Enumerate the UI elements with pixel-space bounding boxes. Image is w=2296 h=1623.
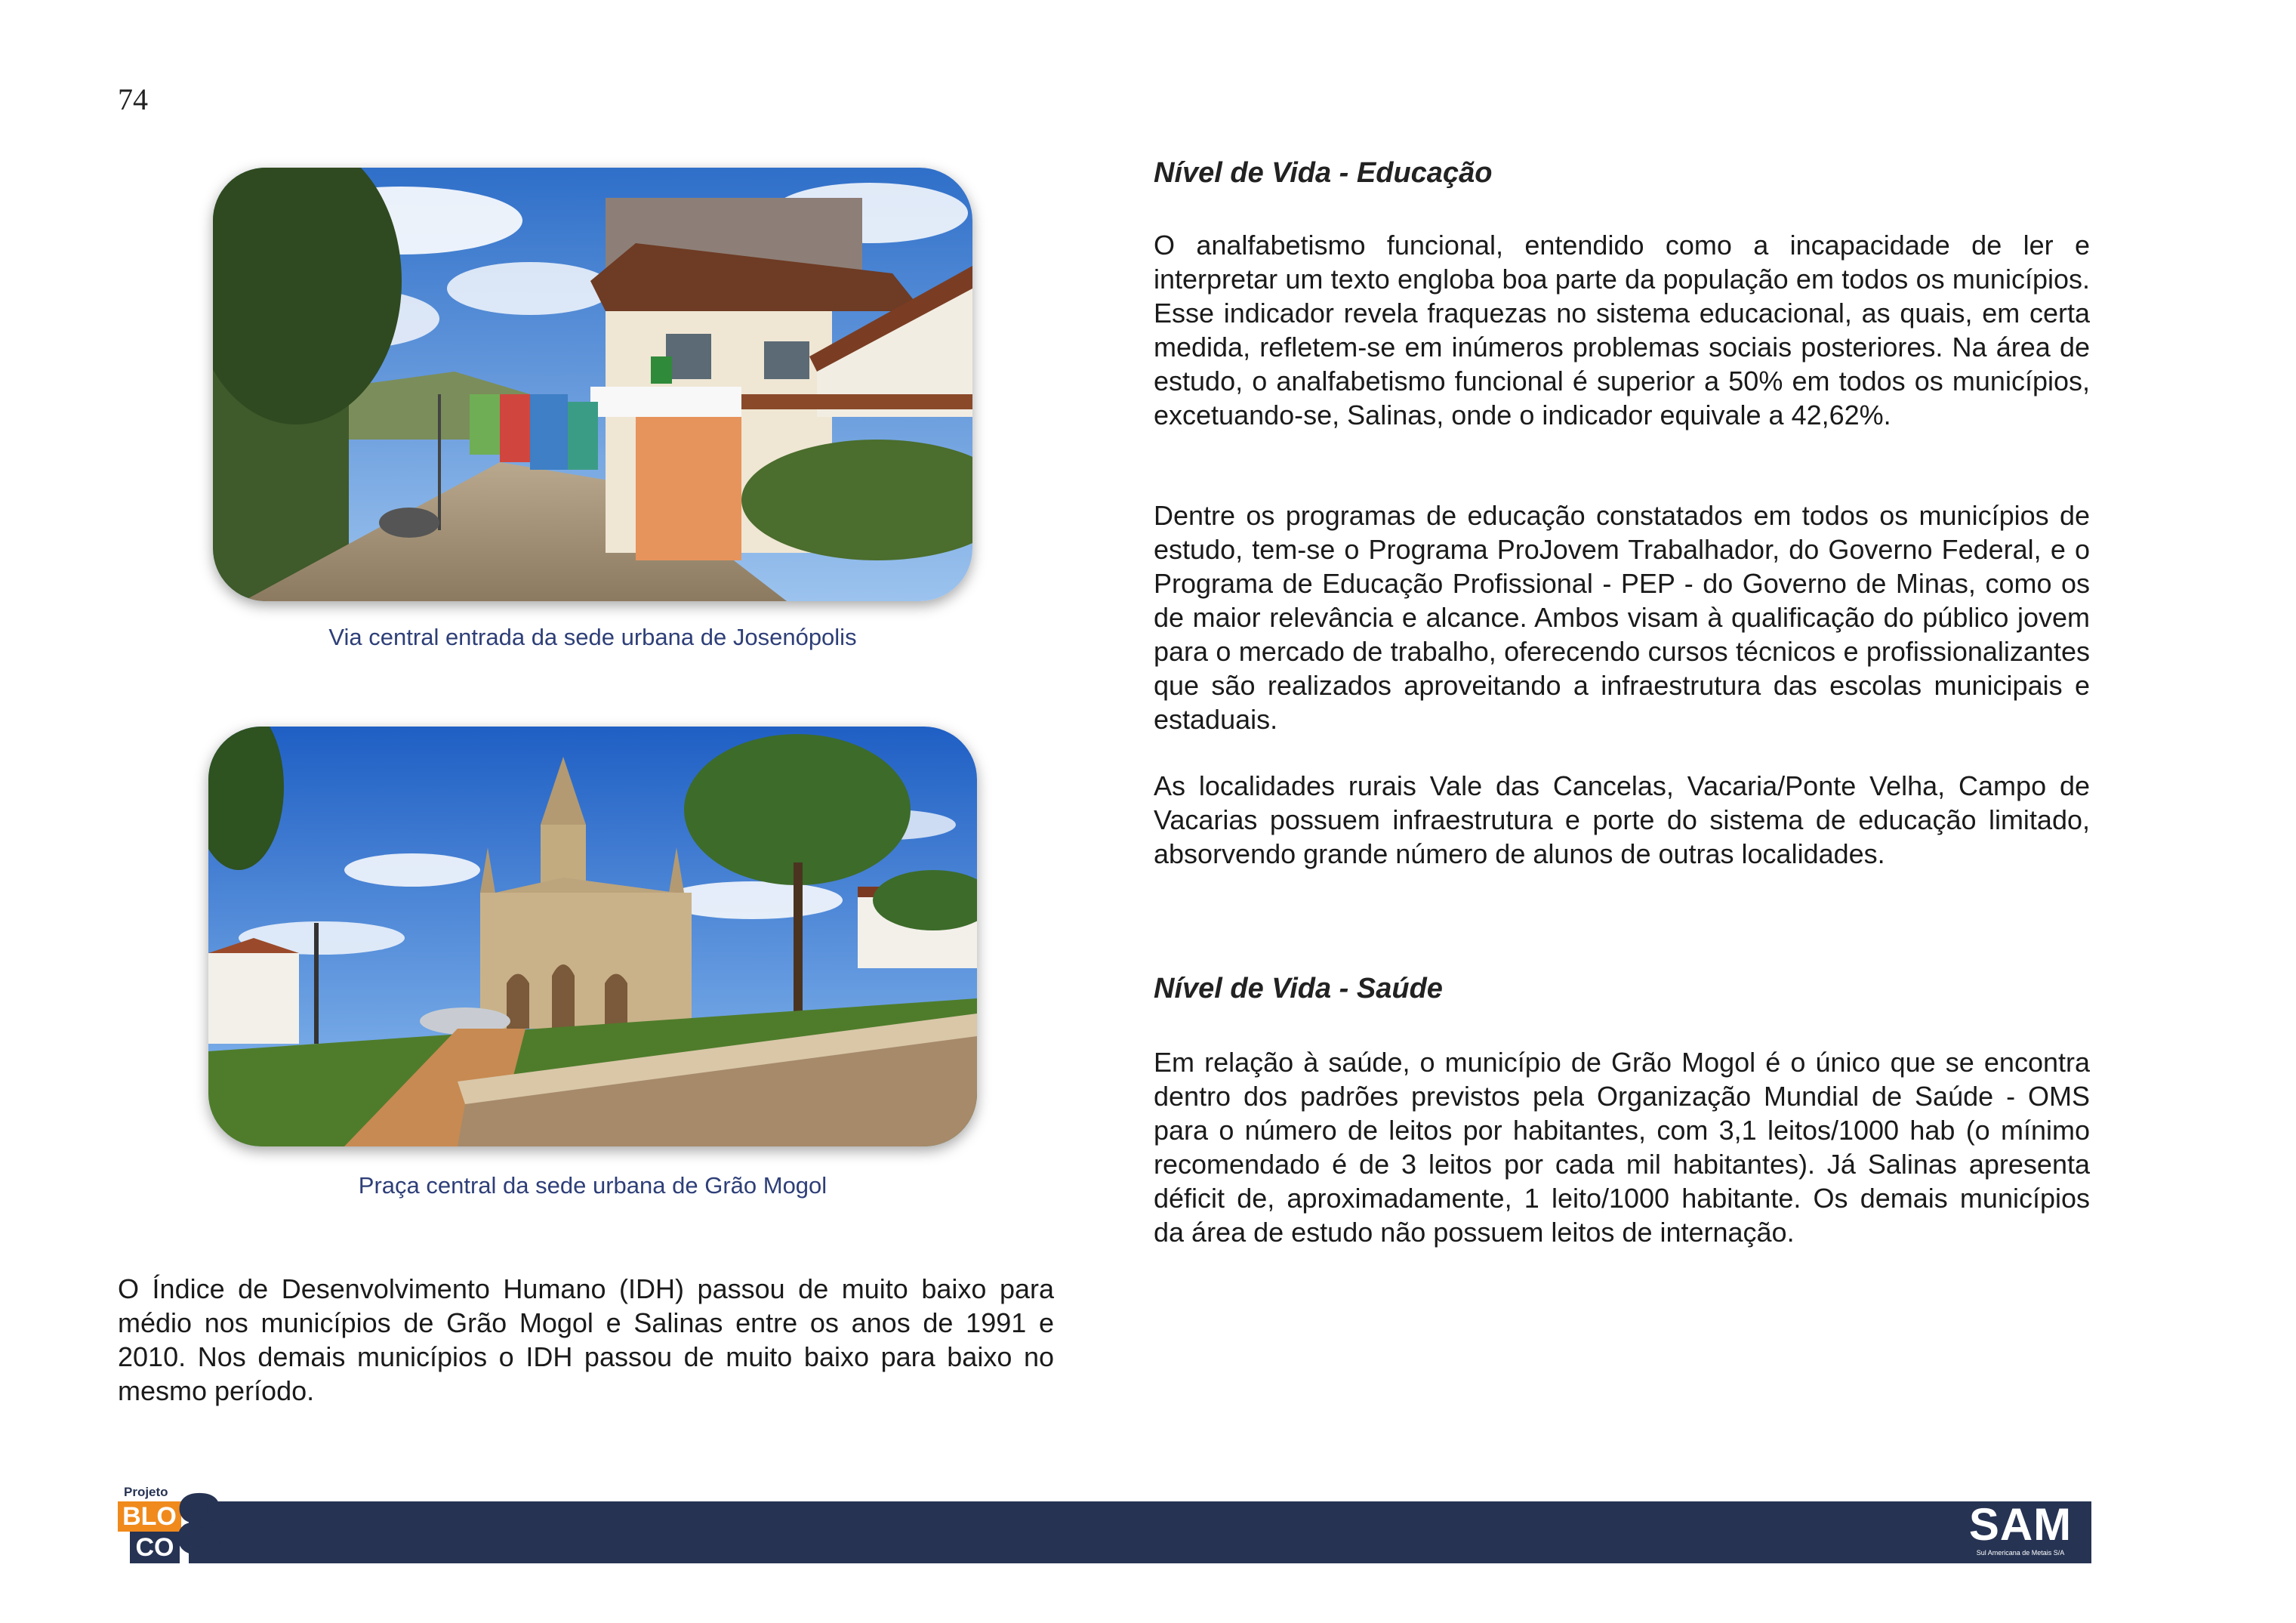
logo-eight-text: 8 bbox=[175, 1475, 224, 1573]
sam-logo-subtitle: Sul Americana de Metais S/A bbox=[1976, 1549, 2065, 1557]
street-photo bbox=[213, 168, 972, 601]
education-paragraph-1 bbox=[1154, 228, 2090, 432]
figure-caption-street: Via central entrada da sede urbana de Josenópolis bbox=[328, 624, 857, 650]
logo-blo-text: BLO bbox=[118, 1501, 181, 1532]
sam-logo bbox=[1949, 1501, 2091, 1563]
health-heading: Nível de Vida - Saúde bbox=[1154, 973, 1443, 1004]
idh-paragraph: O Índice de Desenvolvimento Humano (IDH) passou de muito baixo para médio nos municípios de Grão Mogol e Salinas entre os anos de 1991 e 2010. Nos demais municípios o IDH passou de muito baixo para baixo no mesmo período. bbox=[118, 1273, 1054, 1406]
paragraph-text: As localidades rurais Vale das Cancelas, Vacaria/Ponte Velha, Campo de Vacarias possuem infraestrutura e porte do sistema de educação limitado, absorvendo grande número de alunos de outras localidades. bbox=[1154, 770, 2090, 869]
education-paragraph-2 bbox=[1154, 498, 2090, 736]
footer-bar bbox=[189, 1501, 2091, 1563]
education-heading: Nível de Vida - Educação bbox=[1154, 157, 1493, 189]
paragraph-text: O analfabetismo funcional, entendido como a incapacidade de ler e interpretar um texto engloba boa parte da população em todos os municípios. Esse indicador revela fraquezas no sistema educacional, as quais, em certa medida, refletem-se em inúmeros problemas sociais posteriores. Na área de estudo, o analfabetismo funcional é superior a 50% em todos os municípios, excetuando-se, Salinas, onde o indicador equivale a 42,62%. bbox=[1154, 230, 2090, 430]
projeto-bloco8-logo bbox=[116, 1475, 245, 1573]
figure-caption-church: Praça central da sede urbana de Grão Mogol bbox=[358, 1172, 827, 1199]
paragraph-text: Dentre os programas de educação constatados em todos os municípios de estudo, tem-se o Programa ProJovem Trabalhador, do Governo Federal, e o Programa de Educação Profissional - PEP - do Governo de Minas, como os de maior relevância e alcance. Ambos visam à qualificação do público jovem para o mercado de trabalho, oferecendo cursos técnicos e profissionalizantes que são realizados aproveitando a infraestrutura das escolas municipais e estaduais. bbox=[1154, 500, 2090, 735]
logo-projeto-text: Projeto bbox=[124, 1485, 168, 1499]
logo-co-text: CO bbox=[130, 1532, 180, 1563]
sam-logo-text: SAM bbox=[1968, 1499, 2073, 1550]
health-paragraph-1 bbox=[1154, 1045, 2090, 1249]
idh-section bbox=[118, 1272, 1054, 1408]
page-number: 74 bbox=[118, 82, 148, 116]
paragraph-text: Em relação à saúde, o município de Grão Mogol é o único que se encontra dentro dos padrões previstos pela Organização Mundial de Saúde - OMS para o número de leitos por habitantes, com 3,1 leitos/1000 hab (o mínimo recomendado é de 3 leitos por cada mil habitantes). Já Salinas apresenta déficit de, aproximadamente, 1 leito/1000 habitante. Os demais municípios da área de estudo não possuem leitos de internação. bbox=[1154, 1047, 2090, 1248]
education-paragraph-3 bbox=[1154, 769, 2090, 871]
church-photo bbox=[208, 727, 977, 1146]
